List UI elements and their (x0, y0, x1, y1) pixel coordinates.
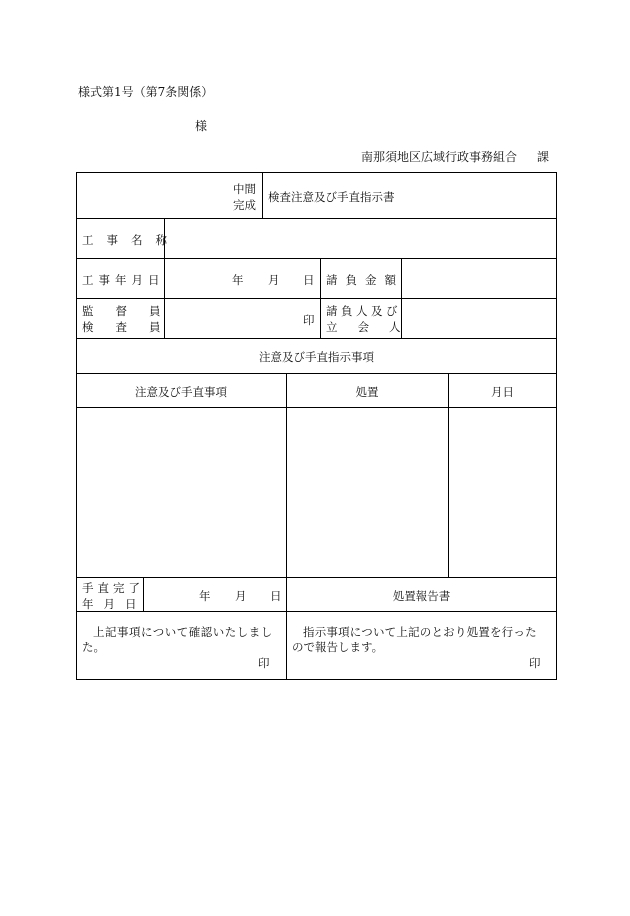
form-type-interim: 中間 (233, 182, 256, 196)
witness-label: 立会人 (326, 320, 421, 334)
issuer-name: 南那須地区広域行政事務組合 (361, 150, 518, 164)
report-text-line2: ので報告します。 (292, 640, 384, 654)
confirmation-text-line2: た。 (82, 640, 105, 654)
completion-label-line2: 年月日 (82, 597, 147, 611)
project-name-label: 工事名称 (82, 233, 180, 247)
inspector-label-text: 検査員 (82, 320, 183, 334)
section-suffix: 課 (537, 150, 550, 164)
form-type-completion: 完成 (233, 198, 256, 212)
date-year: 年 (232, 273, 244, 287)
items-entry-area[interactable] (78, 409, 284, 575)
report-text-line1: 指示事項について上記のとおり処置を行った (303, 625, 537, 639)
form-title: 検査注意及び手直指示書 (268, 190, 395, 204)
completion-year: 年 (199, 589, 211, 603)
addressee-suffix: 様 (195, 119, 208, 133)
section-title: 注意及び手直指示事項 (259, 350, 374, 364)
completion-month: 月 (235, 589, 247, 603)
report-title: 処置報告書 (392, 589, 451, 603)
completion-day: 日 (270, 589, 282, 603)
confirmation-seal: 印 (258, 656, 270, 670)
inspector-label (82, 319, 183, 335)
date-day: 日 (303, 273, 315, 287)
contractor-label: 請負人及び (326, 304, 401, 318)
supervisor-label (82, 303, 183, 319)
contract-amount-label: 請負金額 (326, 273, 404, 287)
column-header-items: 注意及び手直事項 (135, 385, 227, 399)
action-entry-area[interactable] (288, 409, 446, 575)
column-header-date: 月日 (491, 385, 514, 399)
column-header-action: 処置 (355, 385, 379, 399)
completion-label-line1: 手直完了 (82, 581, 144, 595)
date-entry-area[interactable] (450, 409, 554, 575)
form-number: 様式第1号（第7条関係） (78, 85, 214, 99)
report-seal: 印 (529, 656, 541, 670)
construction-date-label: 工事年月日 (82, 273, 165, 287)
date-month: 月 (268, 273, 280, 287)
contractor-value[interactable] (403, 300, 554, 336)
project-name-value[interactable] (166, 220, 554, 256)
seal-mark: 印 (303, 313, 315, 327)
supervisor-label-text: 監督員 (82, 304, 183, 318)
contract-amount-value[interactable] (403, 260, 554, 296)
confirmation-text-line1: 上記事項について確認いたしまし (93, 625, 273, 639)
